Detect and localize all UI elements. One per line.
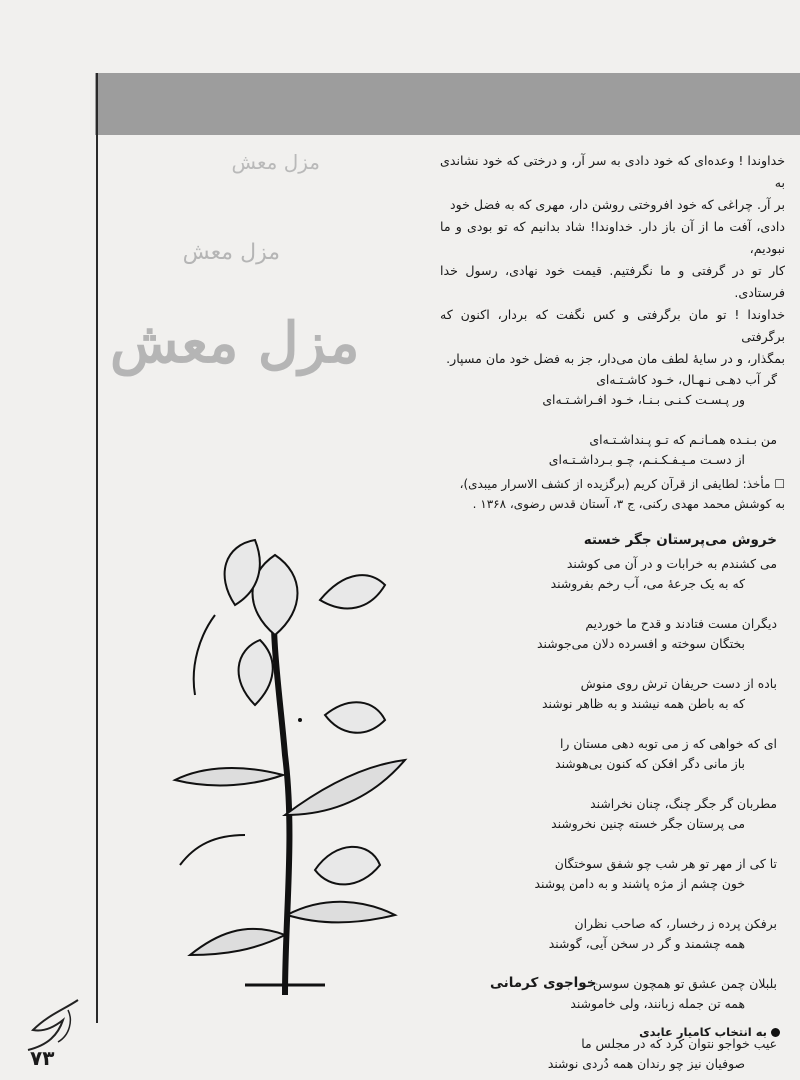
verse-line: من بـنـده همـانـم که تـو پـنداشـتـه‌ای <box>589 432 777 447</box>
verse-line: ور پـسـت کـنـی بـنـا، خـود افـراشـتـه‌ای <box>542 392 745 407</box>
prose-line: بر آر. چراغی که خود افروختی روشن دار، مهری که به فضل خود <box>450 197 785 212</box>
prose-line: بمگذار، و در سایهٔ لطف مان می‌دار، جز به فضل خود مان مسپار. <box>446 351 785 366</box>
poem-stanza <box>440 674 785 714</box>
poem-stanza <box>440 554 785 594</box>
footer-credit <box>639 1025 780 1039</box>
poem-line: همه تن جمله زبانند، ولی خاموشند <box>570 996 745 1011</box>
prose-line: کار تو در گرفتی و ما نگرفتیم. قیمت خود نهادی، رسول خدا فرستادی. <box>440 263 785 300</box>
bullet-icon <box>771 1028 780 1037</box>
poem-line: خون چشم از مژه پاشند و به دامن پوشند <box>534 876 745 891</box>
poem-line: می پرستان جگر خسته چنین نخروشند <box>551 816 745 831</box>
poem-stanza <box>440 1034 785 1074</box>
prose-line: خداوندا ! تو مان برگرفتی و کس نگفت که بردار، اکنون که برگرفتی <box>440 307 785 344</box>
poem-line: باز مانی دگر افکن که کنون بی‌هوشند <box>555 756 745 771</box>
poet-name: خواجوی کرمانی <box>490 975 597 991</box>
header-band <box>95 73 800 135</box>
bg-calligraphy-mid: مزل معش <box>182 240 280 265</box>
poem-line: تا کی از مهر تو هر شب چو شفق سوختگان <box>554 856 777 871</box>
poem-line: عیب خواجو نتوان کرد که در مجلس ما <box>581 1036 777 1051</box>
margin-rule <box>96 73 98 1023</box>
bg-calligraphy-large: مزل معش <box>110 310 360 376</box>
poem-line: بلبلان چمن عشق تو همچون سوسن <box>592 976 777 991</box>
poem-title: خروش می‌پرستان جگر خسته <box>583 532 777 548</box>
verse-line: از دسـت مـیـفـکـنـم، چـو بـرداشـتـه‌ای <box>548 452 745 467</box>
prose-line: خداوندا ! وعده‌ای که خود دادی به سر آر، و درختی که خود نشاندی به <box>440 153 785 190</box>
source-reference <box>440 474 785 514</box>
reference-line: به کوشش محمد مهدی رکنی، ج ۳، آستان قدس رضوی، ۱۳۶۸ . <box>472 497 785 511</box>
poem-line: صوفیان نیز چو رندان همه دُردی نوشند <box>547 1056 745 1071</box>
quatrain-second <box>440 430 785 470</box>
poem-line: می کشندم به خرابات و در آن می کوشند <box>566 556 777 571</box>
poem-line: برفکن پرده ز رخسار، که صاحب نظران <box>574 916 777 931</box>
poem-line: دیگران مست فتادند و قدح ما خوردیم <box>585 616 777 631</box>
poem-line: که به یک جرعهٔ می، آب رخم بفروشند <box>550 576 745 591</box>
flower-illustration <box>135 515 425 1005</box>
reference-line: ☐ مأخذ: لطایفی از قرآن کریم (برگزیده از کشف الاسرار میبدی)، <box>459 477 785 491</box>
poem-line: باده از دست حریفان ترش روی منوش <box>580 676 777 691</box>
poem-stanza <box>440 914 785 954</box>
poem-line: بختگان سوخته و افسرده دلان می‌جوشند <box>536 636 745 651</box>
prose-block <box>440 150 785 370</box>
article-column <box>440 150 785 1074</box>
quatrain-first <box>440 370 785 410</box>
bg-calligraphy-top: مزل معش <box>231 150 320 174</box>
poem-line: که به باطن همه نیشند و به ظاهر نوشند <box>541 696 745 711</box>
page-number: ۷۳ <box>30 1046 55 1070</box>
poem-line: مطربان گر جگر چنگ، چنان نخراشند <box>590 796 777 811</box>
poem-stanza <box>440 854 785 894</box>
poem-line: ای که خواهی که ز می توبه دهی مستان را <box>559 736 777 751</box>
prose-line: دادی، آفت ما از آن باز دار. خداوندا! شاد بدانیم که تو بودی و ما نبودیم، <box>440 219 785 256</box>
poem-stanza <box>440 614 785 654</box>
credit-text: به انتخاب کامیار عابدی <box>639 1025 767 1039</box>
poem-line: همه چشمند و گر در سخن آیی، گوشند <box>548 936 745 951</box>
poem-stanza <box>440 734 785 774</box>
poem-stanza <box>440 794 785 834</box>
verse-line: گر آب دهـی نـهـال، خـود کاشـتـه‌ای <box>596 372 777 387</box>
